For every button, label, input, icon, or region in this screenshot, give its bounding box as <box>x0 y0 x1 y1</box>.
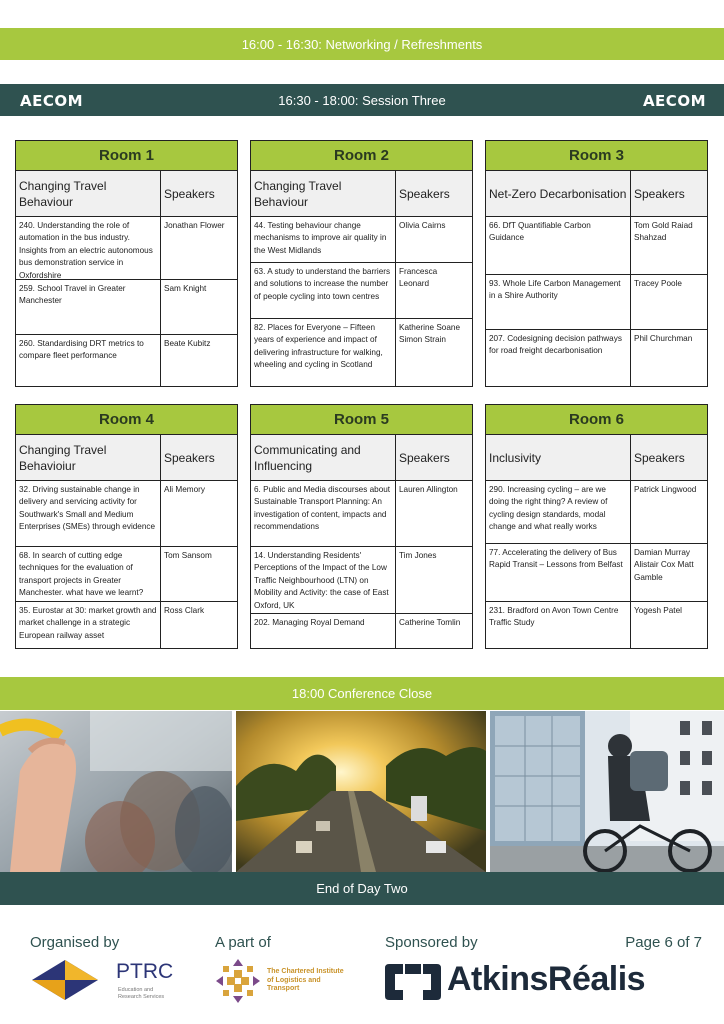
page-number: Page 6 of 7 <box>625 934 702 951</box>
speaker-names: Sam Knight <box>164 284 207 293</box>
table-row <box>16 481 237 547</box>
paper-title: 82. Places for Everyone – Fifteen years of experience and impact of delivering infrastructure for walking, wheeling and cycling in Scotland <box>251 319 396 386</box>
motorway-sunset-photo <box>236 711 486 872</box>
cilt-emblem-icon <box>215 958 261 1004</box>
speakers-header: Speakers <box>634 186 685 201</box>
paper-title: 240. Understanding the role of automation in the bus industry. Insights from an electric autonomous bus demonstration service in Oxfordshire <box>16 217 161 279</box>
table-row <box>251 263 472 319</box>
break-bar-text: 16:00 - 16:30: Networking / Refreshments <box>241 36 483 52</box>
photo-strip <box>0 711 724 872</box>
bus-interior-photo <box>0 711 232 872</box>
paper-title: 14. Understanding Residents' Perceptions of the Impact of the Low Traffic Neighbourhood (LTN) on Mobility and Activity: the case of East Oxford, UK <box>251 547 396 613</box>
speaker-names: Catherine Tomlin <box>399 618 461 627</box>
table-row <box>486 481 707 544</box>
room-theme: Changing Travel Behavioiur <box>16 435 161 480</box>
table-row <box>251 481 472 547</box>
paper-title: 32. Driving sustainable change in delivery and servicing activity for Southwark's Small and Medium Enterprises (SMEs) through evidence <box>16 481 161 546</box>
room-header-row <box>251 171 472 217</box>
aecom-logo-left: AECOM <box>20 92 84 110</box>
conference-close-bar <box>0 677 724 710</box>
cilt-logo <box>215 958 355 1006</box>
room-4-table <box>15 404 238 649</box>
speaker-names: Katherine Soane Simon Strain <box>399 323 460 345</box>
part-of-label: A part of <box>215 934 271 951</box>
speakers-header: Speakers <box>164 186 215 201</box>
room-title: Room 5 <box>251 405 472 435</box>
room-1-table <box>15 140 238 387</box>
table-row <box>251 319 472 386</box>
speaker-names: Francesca Leonard <box>399 267 438 289</box>
ptrc-diamond-icon <box>30 958 100 1002</box>
speaker-names: Tom Gold Raiad Shahzad <box>634 221 693 243</box>
session-title: 16:30 - 18:00: Session Three <box>278 92 446 108</box>
speaker-names: Phil Churchman <box>634 334 693 343</box>
table-row <box>16 602 237 648</box>
room-header-row <box>486 435 707 481</box>
table-row <box>486 217 707 275</box>
speaker-names: Lauren Allington <box>399 485 458 494</box>
paper-title: 44. Testing behaviour change mechanisms to improve air quality in the West Midlands <box>251 217 396 262</box>
room-title: Room 2 <box>251 141 472 171</box>
room-theme: Communicating and Influencing <box>251 435 396 480</box>
atkinsrealis-logo-text: AtkinsRéalis <box>447 960 646 998</box>
speaker-names: Jonathan Flower <box>164 221 225 230</box>
room-3-table <box>485 140 708 387</box>
room-title: Room 1 <box>16 141 237 171</box>
table-row <box>486 330 707 386</box>
paper-title: 260. Standardising DRT metrics to compare fleet performance <box>16 335 161 386</box>
table-row <box>486 275 707 330</box>
aecom-logo-right: AECOM <box>642 92 706 110</box>
ptrc-logo <box>30 958 180 1006</box>
speaker-names: Patrick Lingwood <box>634 485 697 494</box>
speaker-names: Tom Sansom <box>164 551 212 560</box>
table-row <box>16 547 237 602</box>
ptrc-logo-text: PTRC <box>116 960 174 983</box>
ptrc-logo-subtitle: Education and Research Services <box>118 987 165 1000</box>
speaker-names: Ross Clark <box>164 606 205 615</box>
paper-title: 202. Managing Royal Demand <box>251 614 396 648</box>
table-row <box>251 614 472 648</box>
close-bar-text: 18:00 Conference Close <box>291 686 433 701</box>
table-row <box>251 547 472 614</box>
atkinsrealis-logo <box>385 958 705 1006</box>
end-bar-text: End of Day Two <box>316 881 408 896</box>
sponsored-by-label: Sponsored by <box>385 934 478 951</box>
table-row <box>16 217 237 280</box>
paper-title: 259. School Travel in Greater Manchester <box>16 280 161 334</box>
paper-title: 93. Whole Life Carbon Management in a Shire Authority <box>486 275 631 329</box>
paper-title: 35. Eurostar at 30: market growth and market challenge in a strategic European railway asset <box>16 602 161 648</box>
room-6-table <box>485 404 708 649</box>
speakers-header: Speakers <box>399 186 450 201</box>
cyclist-photo <box>490 711 724 872</box>
paper-title: 66. DfT Quantifiable Carbon Guidance <box>486 217 631 274</box>
room-theme: Inclusivity <box>486 435 631 480</box>
room-title: Room 4 <box>16 405 237 435</box>
session-three-bar <box>0 84 724 116</box>
room-header-row <box>251 435 472 481</box>
room-title: Room 3 <box>486 141 707 171</box>
networking-break-bar <box>0 28 724 60</box>
table-row <box>251 217 472 263</box>
speakers-header: Speakers <box>634 450 685 465</box>
speaker-names: Damian Murray Alistair Cox Matt Gamble <box>634 548 694 582</box>
room-theme: Changing Travel Behaviour <box>16 171 161 216</box>
end-of-day-bar <box>0 872 724 905</box>
room-5-table <box>250 404 473 649</box>
table-row <box>486 602 707 648</box>
atkinsrealis-mark-icon <box>385 962 443 1002</box>
paper-title: 77. Accelerating the delivery of Bus Rapid Transit – Lessons from Belfast <box>486 544 631 601</box>
speaker-names: Beate Kubitz <box>164 339 211 348</box>
paper-title: 6. Public and Media discourses about Sustainable Transport Planning: An investigation of content, impacts and recommendations <box>251 481 396 546</box>
paper-title: 207. Codesigning decision pathways for road freight decarbonisation <box>486 330 631 386</box>
room-theme: Net-Zero Decarbonisation <box>486 171 631 216</box>
speakers-header: Speakers <box>399 450 450 465</box>
room-2-table <box>250 140 473 387</box>
paper-title: 290. Increasing cycling – are we doing the right thing? A review of cycling design standards, modal change and what really works <box>486 481 631 543</box>
speakers-header: Speakers <box>164 450 215 465</box>
speaker-names: Tim Jones <box>399 551 437 560</box>
paper-title: 63. A study to understand the barriers and solutions to increase the number of people cycling into town centres <box>251 263 396 318</box>
room-title: Room 6 <box>486 405 707 435</box>
cilt-logo-text: The Chartered Institute of Logistics and Transport <box>267 968 344 992</box>
paper-title: 68. In search of cutting edge techniques for the evaluation of transport projects in Greater Manchester. what have we learnt? <box>16 547 161 601</box>
room-header-row <box>16 171 237 217</box>
room-theme: Changing Travel Behaviour <box>251 171 396 216</box>
table-row <box>16 335 237 386</box>
organised-by-label: Organised by <box>30 934 120 951</box>
speaker-names: Yogesh Patel <box>634 606 682 615</box>
speaker-names: Ali Memory <box>164 485 205 494</box>
table-row <box>486 544 707 602</box>
speaker-names: Olivia Cairns <box>399 221 446 230</box>
room-header-row <box>16 435 237 481</box>
room-header-row <box>486 171 707 217</box>
table-row <box>16 280 237 335</box>
paper-title: 231. Bradford on Avon Town Centre Traffic Study <box>486 602 631 648</box>
speaker-names: Tracey Poole <box>634 279 682 288</box>
